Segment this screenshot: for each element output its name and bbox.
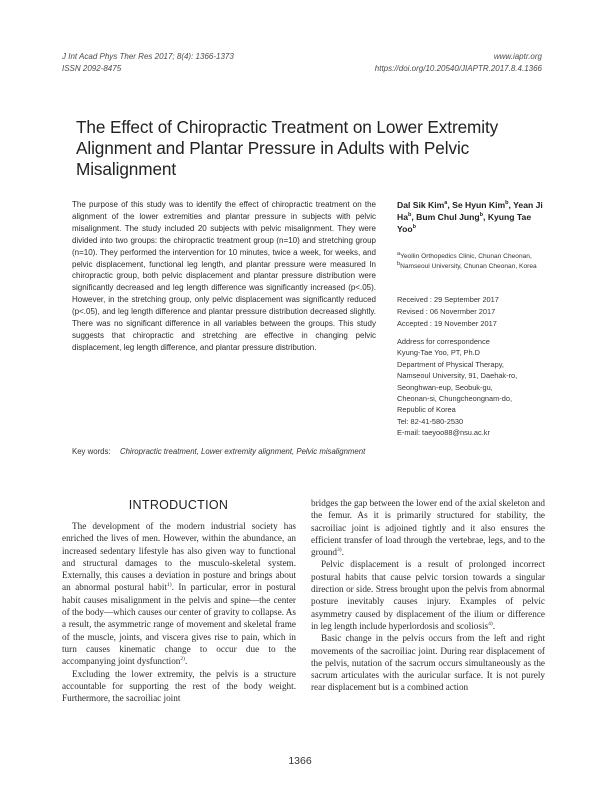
section-heading-introduction: INTRODUCTION [128, 498, 229, 512]
keywords-label: Key words: [72, 447, 111, 456]
article-dates [397, 294, 543, 330]
author-affil-sup: a [444, 200, 448, 207]
affil-marker: b [397, 261, 401, 268]
body-paragraph: The development of the modern industrial society has enriched the lives of men. However, within the abundance, an increased sedentary lifestyle has also given way to functional and structural damages to the musculo-skeletal system. Externally, this causes a deviation in posture and brings about an abnormal postural habit$^{1)}$. In particular, error in postural habit causes misalignment in the pelvis and spine—the center of the body—which causes our center of gravity to collapse. As a result, the asymmetric range of movement and skeletal frame of the muscle, joints, and viscera gives rise to pain, which in turn causes kinematic change to occur due to the accompanying joint dysfunction$^{2)}$. [62, 521, 296, 667]
citation-ref: 1) [166, 582, 172, 589]
author-name: Kyung Tae Yoo [397, 212, 532, 235]
author-name: Bum Chul Jung [416, 212, 480, 223]
correspondence-block [397, 336, 543, 439]
journal-links [375, 51, 542, 75]
affiliations [397, 252, 543, 273]
citation-ref: 4) [488, 620, 493, 627]
citation-ref: 2) [180, 656, 185, 663]
article-title: The Effect of Chiropractic Treatment on Lower Extremity Alignment and Plantar Pressure in Adults with Pelvic Misalignment [76, 117, 499, 179]
author-affil-sup: b [408, 212, 412, 219]
body-paragraph: Pelvic displacement is a result of prolonged incorrect postural habits that cause pelvic torsion towards a singular direction or side. Stress brought upon the pelvis from abnormal posture inevitably causes injury. Examples of pelvic asymmetry caused by displacement of the ilium or difference in leg length include hyperlordosis and scoliosis$^{4)}$. [311, 559, 545, 631]
doi-link[interactable]: https://doi.org/10.20540/JIAPTR.2017.8.4.1366 [374, 64, 542, 73]
author-affil-sup: b [505, 200, 509, 207]
correspondent-name: Kyung-Tae Yoo, PT, Ph.D [397, 348, 480, 358]
body-paragraph: Basic change in the pelvis occurs from the left and right movements of the sacroiliac joint. During rear displacement of the pelvis, nutation of the sacrum occurs simultaneously as the sacrum articulates with the auricular surface. It is not purely rear displacement but is a combined action [311, 633, 545, 693]
correspondent-univ: Namseoul University, 91, Daehak-ro, [397, 371, 518, 381]
author-name: Yean Ji Ha [397, 200, 543, 223]
correspondent-dept: Department of Physical Therapy, [397, 359, 504, 369]
accepted-date: Accepted : 19 November 2017 [397, 319, 497, 328]
author-affil-sup: b [412, 224, 416, 231]
abstract-text: The purpose of this study was to identify the effect of chiropractic treatment on the alignment of the lower extremities and plantar pressure in subjects with pelvic misalignment. The study included 20 subjects with pelvic misalignment. They were divided into two groups: the chiropractic treatment group (n=10) and stretching group (n=10). They performed the intervention for 10 minutes, twice a week, for weeks, and pelvic displacement, functional leg length, and plantar pressure were measured In chiropractic group, both pelvic displacement and plantar pressure distribution were significantly decreased and leg length difference was significantly increased (p<.05). However, in the stretching group, only pelvic displacement was significantly reduced (p<.05), and leg length difference and plantar pressure distribution decreased slightly. There was no significant difference in all variables between the groups. This study suggests that chiropractic and stretching are effective in changing pelvic displacement, leg length difference, and plantar pressure distribution. [72, 200, 376, 352]
issn-label: ISSN 2092-8475 [62, 64, 122, 73]
author-affil-sup: b [479, 212, 484, 219]
body-column-left [62, 520, 296, 704]
body-paragraph: bridges the gap between the lower end of the axial skeleton and the femur. As it is primarily structured for stability, the sacroiliac joint is adjoined tightly and it also ensures the efficient transfer of load through the vertebrae, legs, and to the ground$^{3)}$. [311, 498, 545, 558]
affiliation-b: Namseoul University, Chunan Cheonan, Korea [400, 263, 537, 271]
journal-header [62, 51, 234, 75]
page-number: 1366 [288, 755, 312, 767]
affil-marker: a [397, 250, 401, 257]
author-name: Dal Sik Kim [397, 200, 445, 210]
revised-date: Revised : 06 Novermber 2017 [397, 307, 496, 316]
body-column-right [311, 497, 545, 694]
citation-ref: 3) [337, 547, 342, 554]
correspondence-heading: Address for correspondence [397, 337, 490, 346]
body-paragraph: Excluding the lower extremity, the pelvis is a structure accountable for supporting the rest of the body weight. Furthermore, the sacroiliac joint [62, 668, 296, 704]
correspondent-addr1: Seonghwan-eup, Seobuk-gu, [397, 382, 493, 392]
keywords-text: Chiropractic treatment, Lower extremity alignment, Pelvic misalignment [120, 447, 366, 456]
correspondent-addr2: Cheonan-si, Chungcheongnam-do, [397, 394, 513, 404]
keywords-row [72, 446, 542, 458]
correspondent-email[interactable]: E-mail: taeyoo88@nsu.ac.kr [397, 428, 490, 438]
journal-citation: J Int Acad Phys Ther Res 2017; 8(4): 1366-1373 [62, 52, 234, 61]
correspondent-country: Republic of Korea [397, 405, 456, 415]
author-name: Se Hyun Kim [452, 200, 506, 210]
affiliation-a: Yeollin Orthopedics Clinic, Chunan Cheonan, [400, 253, 532, 260]
correspondent-tel: Tel: 82-41-580-2530 [397, 416, 464, 426]
author-list: Dal Sik Kim$^a$, Se Hyun Kim$^b$, Yean Ji Ha$^b$, Bum Chul Jung$^b$, Kyung Tae Yoo$^b$ [397, 200, 543, 235]
received-date: Received : 29 September 2017 [397, 295, 499, 304]
journal-website-link[interactable]: www.iaptr.org [493, 52, 542, 61]
